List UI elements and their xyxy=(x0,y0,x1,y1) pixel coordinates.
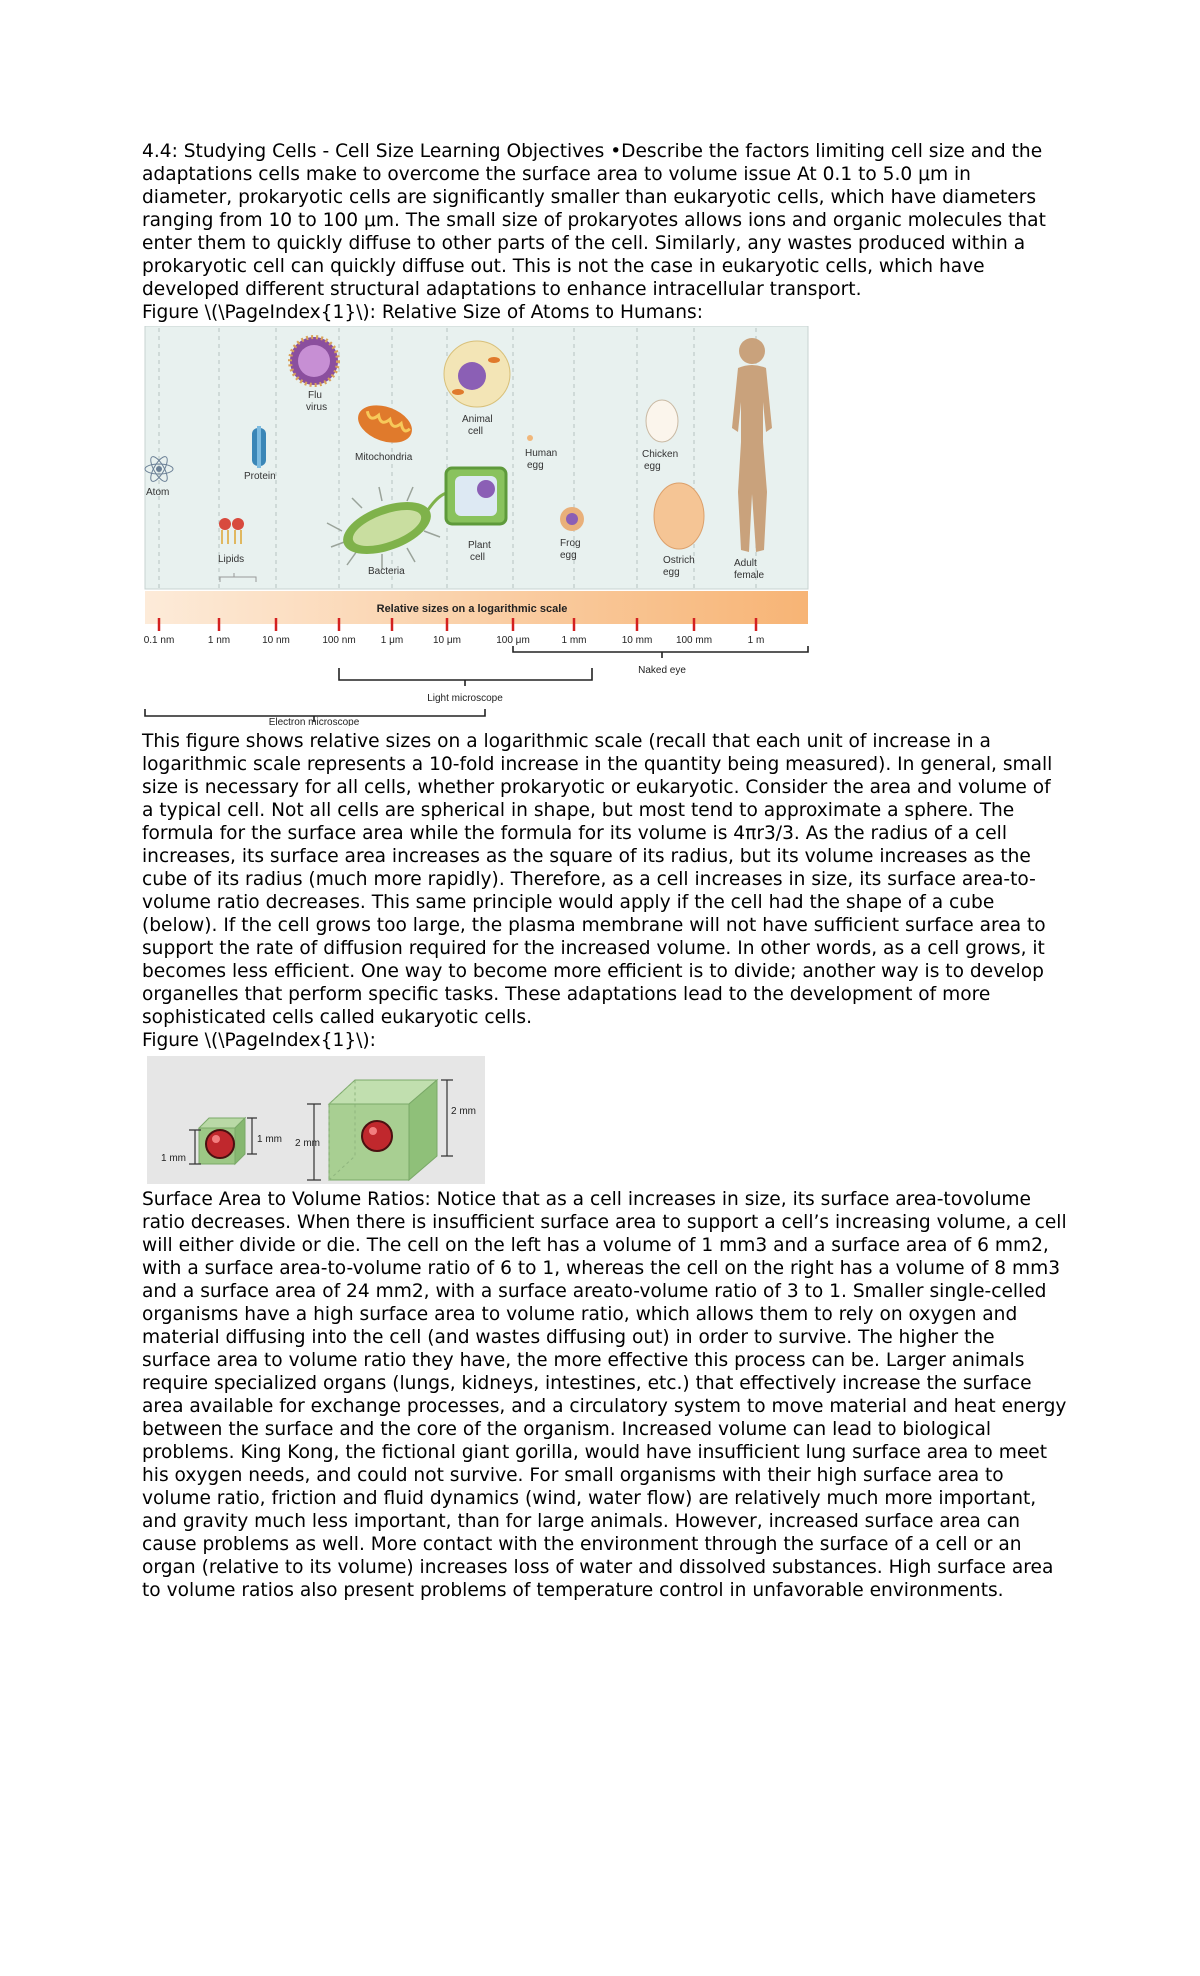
label-ostrich-1: Ostrich xyxy=(663,555,695,566)
scale-tick-label: 10 μm xyxy=(433,635,461,646)
label-protein: Protein xyxy=(244,471,276,482)
label-frog-2: egg xyxy=(560,550,577,561)
large-cube-width-label: 2 mm xyxy=(451,1106,476,1117)
label-animal-1: Animal xyxy=(462,414,493,425)
label-adult-1: Adult xyxy=(734,558,757,569)
small-cube-width-label: 1 mm xyxy=(257,1134,282,1145)
scale-tick-label: 1 mm xyxy=(561,635,587,646)
human-egg-drawing xyxy=(527,435,533,441)
document-page xyxy=(142,140,1067,1602)
label-frog-1: Frog xyxy=(560,538,581,549)
surface-area-cubes-figure xyxy=(147,1056,485,1184)
scale-tick-label: 100 μm xyxy=(496,635,530,646)
figure1-caption: Figure \(\PageIndex{1}\): Relative Size of Atoms to Humans: xyxy=(142,302,704,323)
label-human-2: egg xyxy=(527,460,544,471)
label-plant-2: cell xyxy=(470,552,486,563)
ostrich-egg-drawing xyxy=(654,483,704,549)
scale-tick-label: 100 nm xyxy=(322,635,356,646)
body-paragraph-2: Surface Area to Volume Ratios: Notice that as a cell increases in size, its surface area-tovolume ratio decreases. When there is insufficient surface area to support a cell’s increasing volume, a cell will either divide or die. The cell on the left has a volume of 1 mm3 and a surface area of 6 mm2, with a surface area-to-volume ratio of 6 to 1, whereas the cell on the right has a volume of 8 mm3 and a surface area of 24 mm2, with a surface areato-volume ratio of 3 to 1. Smaller single-celled organisms have a high surface area to volume ratio, which allows them to rely on oxygen and material diffusing into the cell (and wastes diffusing out) in order to survive. The higher the surface area to volume ratio they have, the more effective this process can be. Larger animals require specialized organs (lungs, kidneys, intestines, etc.) that effectively increase the surface area available for exchange processes, and a circulatory system to move material and heat energy between the surface and the core of the organism. Increased volume can lead to biological problems. King Kong, the fictional giant gorilla, would have insufficient lung surface area to meet his oxygen needs, and could not survive. For small organisms with their high surface area to volume ratio, friction and fluid dynamics (wind, water flow) are relatively much more important, and gravity much less important, than for large animals. However, increased surface area can cause problems as well. More contact with the environment through the surface of a cell or an organ (relative to its volume) increases loss of water and dissolved substances. High surface area to volume ratios also present problems of temperature control in unfavorable environments. xyxy=(142,1189,1067,1601)
label-ostrich-2: egg xyxy=(663,567,680,578)
scale-title: Relative sizes on a logarithmic scale xyxy=(376,603,568,615)
intro-paragraph: 4.4: Studying Cells - Cell Size Learning Objectives •Describe the factors limiting cell size and the adaptations cells make to overcome the surface area to volume issue At 0.1 to 5.0 μm in diameter, prokaryotic cells are significantly smaller than eukaryotic cells, which have diameters ranging from 10 to 100 μm. The small size of prokaryotes allows ions and organic molecules that enter them to quickly diffuse to other parts of the cell. Similarly, any wastes produced within a prokaryotic cell can quickly diffuse out. This is not the case in eukaryotic cells, which have developed different structural adaptations to enhance intracellular transport. xyxy=(142,141,1046,300)
label-bacteria: Bacteria xyxy=(368,566,405,577)
scale-tick-label: 100 mm xyxy=(675,635,713,646)
relative-size-figure xyxy=(142,326,810,726)
label-flu-2: virus xyxy=(306,402,328,413)
flu-virus-drawing xyxy=(290,337,338,385)
scale-tick-label: 1 nm xyxy=(207,635,231,646)
large-cube-drawing xyxy=(329,1080,437,1180)
light-microscope-label: Light microscope xyxy=(427,693,503,704)
label-mitochondria: Mitochondria xyxy=(355,452,413,463)
label-plant-1: Plant xyxy=(468,540,491,551)
label-chicken-1: Chicken xyxy=(642,449,679,460)
label-lipids: Lipids xyxy=(218,554,245,565)
naked-eye-label: Naked eye xyxy=(638,665,686,676)
label-chicken-2: egg xyxy=(644,461,661,472)
frog-egg-drawing xyxy=(560,507,584,531)
small-cube-drawing xyxy=(199,1118,245,1164)
electron-microscope-label: Electron microscope xyxy=(268,717,360,726)
scale-tick-label: 1 μm xyxy=(380,635,404,646)
large-cube-height-label: 2 mm xyxy=(295,1138,320,1149)
scale-tick-label: 1 m xyxy=(747,635,765,646)
label-animal-2: cell xyxy=(468,426,484,437)
protein-drawing xyxy=(252,426,266,468)
label-atom: Atom xyxy=(146,487,170,498)
chicken-egg-drawing xyxy=(646,400,678,442)
scale-tick-label: 10 nm xyxy=(262,635,290,646)
plant-cell-drawing xyxy=(446,468,506,524)
scale-tick-label: 10 mm xyxy=(621,635,653,646)
scale-tick-label: 0.1 nm xyxy=(143,635,175,646)
small-cube-height-label: 1 mm xyxy=(161,1153,186,1164)
label-flu-1: Flu xyxy=(308,390,322,401)
label-adult-2: female xyxy=(734,570,765,581)
body-paragraph-1: This figure shows relative sizes on a logarithmic scale (recall that each unit of increase in a logarithmic scale represents a 10-fold increase in the quantity being measured). In general, small size is necessary for all cells, whether prokaryotic or eukaryotic. Consider the area and volume of a typical cell. Not all cells are spherical in shape, but most tend to approximate a sphere. The formula for the surface area while the formula for its volume is 4πr3/3. As the radius of a cell increases, its surface area increases as the square of its radius, but its volume increases as the cube of its radius (much more rapidly). Therefore, as a cell increases in size, its surface area-to-volume ratio decreases. This same principle would apply if the cell had the shape of a cube (below). If the cell grows too large, the plasma membrane will not have sufficient surface area to support the rate of diffusion required for the increased volume. In other words, as a cell grows, it becomes less efficient. One way to become more efficient is to divide; another way is to develop organelles that perform specific tasks. These adaptations lead to the development of more sophisticated cells called eukaryotic cells. xyxy=(142,731,1053,1028)
animal-cell-drawing xyxy=(444,341,510,407)
figure2-caption: Figure \(\PageIndex{1}\): xyxy=(142,1030,376,1051)
label-human-1: Human xyxy=(525,448,558,459)
